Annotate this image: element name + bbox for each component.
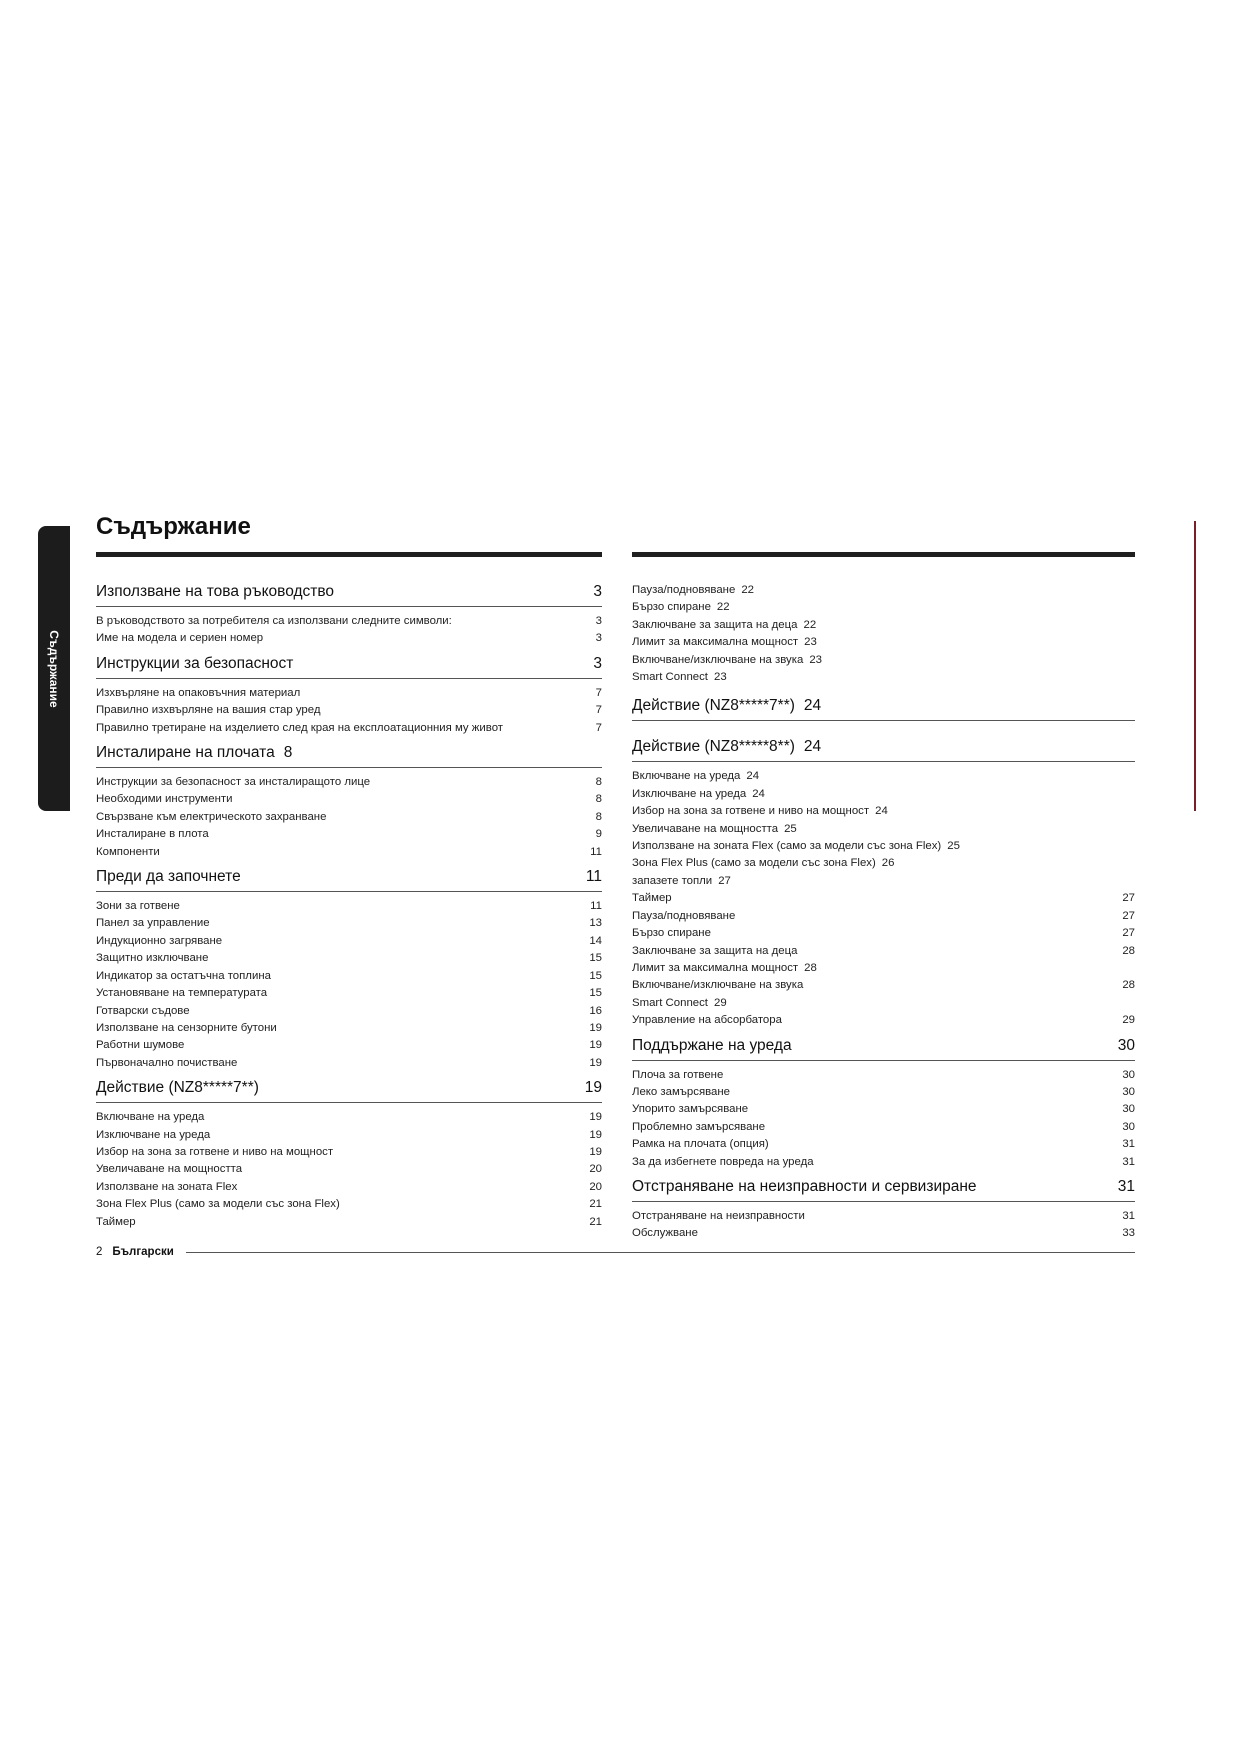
toc-entry[interactable] bbox=[632, 925, 1135, 942]
toc-entry-page: 19 bbox=[589, 1021, 602, 1034]
toc-entry-label: Пауза/подновяване bbox=[632, 584, 736, 596]
toc-entry[interactable] bbox=[96, 685, 602, 702]
toc-entry[interactable] bbox=[632, 890, 1135, 907]
section-spacer bbox=[632, 686, 1135, 696]
toc-section bbox=[96, 1078, 602, 1231]
toc-entry-label: Правилно третиране на изделието след края на експлоатационния му живот bbox=[96, 721, 504, 734]
toc-section-title: Поддържане на уреда bbox=[632, 1036, 792, 1054]
toc-entry-page: 15 bbox=[589, 952, 602, 965]
toc-entry-label: Използване на сензорните бутони bbox=[96, 1021, 277, 1034]
toc-entry[interactable] bbox=[632, 1154, 1135, 1171]
toc-left-column bbox=[96, 552, 602, 1237]
toc-section-heading[interactable] bbox=[96, 1078, 602, 1103]
toc-entry[interactable] bbox=[632, 1119, 1135, 1136]
toc-entry[interactable] bbox=[96, 950, 602, 967]
toc-entry-page: 20 bbox=[589, 1163, 602, 1176]
toc-entry-page: 27 bbox=[1122, 892, 1135, 905]
toc-entry[interactable] bbox=[632, 669, 1135, 686]
toc-section-page: 24 bbox=[803, 738, 822, 756]
toc-entry-label: Работни шумове bbox=[96, 1039, 185, 1052]
toc-entry[interactable] bbox=[632, 943, 1135, 960]
footer-rule bbox=[186, 1252, 1135, 1253]
toc-entry-label: Готварски съдове bbox=[96, 1004, 190, 1017]
toc-entry[interactable] bbox=[96, 826, 602, 843]
toc-entry-page: 24 bbox=[746, 770, 760, 783]
toc-entry-page: 31 bbox=[1122, 1155, 1135, 1168]
toc-entry[interactable] bbox=[632, 977, 1135, 994]
footer-language: Български bbox=[112, 1246, 174, 1258]
toc-entry[interactable] bbox=[632, 960, 1135, 977]
toc-entry-page: 13 bbox=[589, 917, 602, 930]
toc-entry[interactable] bbox=[632, 1012, 1135, 1029]
toc-entry[interactable] bbox=[632, 908, 1135, 925]
toc-section-title: Действие (NZ8*****7**) bbox=[96, 1079, 259, 1097]
toc-entry-page: 23 bbox=[804, 636, 817, 649]
left-sections bbox=[96, 582, 602, 1231]
toc-entry-page: 27 bbox=[1122, 927, 1135, 940]
toc-entry[interactable] bbox=[632, 838, 1135, 855]
page-title: Съдържание bbox=[96, 513, 251, 540]
toc-entry-page: 16 bbox=[589, 1004, 602, 1017]
toc-section-heading[interactable] bbox=[632, 696, 1135, 721]
toc-section-title: Отстраняване на неизправности и сервизиране bbox=[632, 1177, 977, 1195]
toc-entry-page: 31 bbox=[1122, 1209, 1135, 1222]
toc-entry[interactable] bbox=[632, 786, 1135, 803]
toc-entry-page: 30 bbox=[1122, 1120, 1135, 1133]
toc-entry-page: 21 bbox=[589, 1215, 602, 1228]
toc-entry-label: Изключване на уреда bbox=[632, 787, 747, 800]
toc-entry[interactable] bbox=[632, 617, 1135, 634]
toc-entry[interactable] bbox=[632, 803, 1135, 820]
right-sections bbox=[632, 696, 1135, 1242]
toc-section-title: Инструкции за безопасност bbox=[96, 654, 294, 672]
toc-entry-label: Лимит за максимална мощност bbox=[632, 636, 799, 649]
toc-entry-page: 14 bbox=[589, 934, 602, 947]
toc-entry[interactable] bbox=[96, 613, 602, 630]
toc-entry-page: 7 bbox=[595, 704, 602, 717]
toc-entry[interactable] bbox=[96, 1214, 602, 1231]
right-edge-marker bbox=[1194, 521, 1196, 811]
toc-entry-label: Заключване за защита на деца bbox=[632, 944, 798, 957]
toc-entry-label: Индикатор за остатъчна топлина bbox=[96, 969, 271, 982]
toc-entry[interactable] bbox=[632, 821, 1135, 838]
toc-entry-page: 24 bbox=[875, 805, 888, 818]
toc-section-heading[interactable] bbox=[632, 737, 1135, 762]
toc-entry-page: 19 bbox=[589, 1039, 602, 1052]
toc-section-title: Използване на това ръководство bbox=[96, 583, 335, 600]
toc-entry-page: 11 bbox=[590, 900, 602, 913]
toc-entry-label: Защитно изключване bbox=[96, 952, 209, 965]
toc-entry-page: 25 bbox=[947, 840, 960, 853]
toc-section-page: 30 bbox=[1117, 1036, 1135, 1054]
toc-entry-label: Необходими инструменти bbox=[96, 793, 233, 806]
toc-entry-page: 7 bbox=[595, 721, 602, 734]
toc-section-page: 24 bbox=[803, 697, 822, 715]
toc-entry[interactable] bbox=[96, 791, 602, 808]
toc-entry-label: запазете топли bbox=[632, 874, 713, 887]
toc-entry[interactable] bbox=[96, 809, 602, 826]
toc-entry-page: 28 bbox=[1122, 979, 1135, 992]
toc-section bbox=[96, 654, 602, 737]
section-spacer bbox=[632, 727, 1135, 731]
toc-entry-label: Таймер bbox=[632, 892, 672, 905]
toc-entry-page: 26 bbox=[881, 857, 895, 870]
toc-entry-page: 15 bbox=[589, 969, 602, 982]
toc-entry[interactable] bbox=[96, 630, 602, 647]
toc-entry-label: Включване/изключване на звука bbox=[632, 979, 804, 992]
toc-entry-page: 22 bbox=[741, 584, 754, 596]
toc-entry-label: В ръководството за потребителя са използвани следните символи: bbox=[96, 615, 452, 627]
toc-entry-label: Компоненти bbox=[96, 845, 160, 858]
toc-entry[interactable] bbox=[632, 582, 1135, 599]
toc-entry-label: Рамка на плочата (опция) bbox=[632, 1138, 769, 1151]
toc-entry-page: 27 bbox=[1122, 909, 1135, 922]
toc-entry-page: 28 bbox=[1122, 944, 1135, 957]
toc-entry-label: Отстраняване на неизправности bbox=[632, 1209, 805, 1222]
toc-entry-label: Лимит за максимална мощност bbox=[632, 961, 799, 974]
toc-entry-page: 3 bbox=[595, 615, 602, 627]
toc-entry-label: Зона Flex Plus (само за модели със зона Flex) bbox=[96, 1198, 340, 1211]
toc-entry-label: Инсталиране в плота bbox=[96, 828, 209, 841]
toc-entry-label: Заключване за защита на деца bbox=[632, 618, 798, 631]
side-tab[interactable] bbox=[38, 526, 70, 811]
toc-entry-label: Включване/изключване на звука bbox=[632, 653, 804, 666]
toc-entry[interactable] bbox=[96, 720, 602, 737]
toc-entry[interactable] bbox=[632, 1208, 1135, 1225]
toc-entry[interactable] bbox=[96, 774, 602, 791]
toc-entry[interactable] bbox=[96, 1003, 602, 1020]
toc-entry-page: 9 bbox=[595, 828, 602, 841]
toc-entry-page: 33 bbox=[1122, 1227, 1135, 1240]
toc-section bbox=[632, 1177, 1135, 1243]
toc-entry[interactable] bbox=[96, 898, 602, 915]
toc-entry-label: Увеличаване на мощността bbox=[632, 822, 779, 835]
toc-entry-page: 24 bbox=[752, 787, 765, 800]
toc-entry-page: 19 bbox=[589, 1111, 602, 1124]
toc-section-title: Действие (NZ8*****7**) bbox=[632, 697, 795, 715]
toc-entry-label: Включване на уреда bbox=[96, 1111, 205, 1124]
toc-entry[interactable] bbox=[96, 1144, 602, 1161]
toc-entry-page: 11 bbox=[590, 845, 602, 858]
toc-entry-page: 31 bbox=[1122, 1138, 1135, 1151]
toc-entry-label: Панел за управление bbox=[96, 917, 210, 930]
toc-entry[interactable] bbox=[96, 1055, 602, 1072]
toc-entry[interactable] bbox=[632, 1136, 1135, 1153]
toc-section-page: 3 bbox=[593, 583, 602, 600]
toc-entry-page: 19 bbox=[589, 1128, 602, 1141]
toc-entry-label: Използване на зоната Flex (само за модели със зона Flex) bbox=[632, 840, 942, 853]
toc-entry[interactable] bbox=[632, 855, 1135, 872]
toc-section-page: 31 bbox=[1117, 1177, 1135, 1195]
toc-section-title: Инсталиране на плочата bbox=[96, 744, 275, 762]
toc-entry-label: Таймер bbox=[96, 1215, 136, 1228]
toc-entry[interactable] bbox=[632, 634, 1135, 651]
toc-entry[interactable] bbox=[96, 1037, 602, 1054]
toc-entry-label: Правилно изхвърляне на вашия стар уред bbox=[96, 704, 321, 717]
toc-entry-page: 25 bbox=[784, 822, 797, 835]
toc-entry[interactable] bbox=[96, 1179, 602, 1196]
toc-entry-label: Проблемно замърсяване bbox=[632, 1120, 766, 1133]
toc-entry-page: 22 bbox=[716, 601, 730, 614]
toc-entry-page: 20 bbox=[589, 1180, 602, 1193]
toc-entry-page: 28 bbox=[804, 961, 817, 974]
toc-entry-page: 7 bbox=[595, 686, 602, 699]
toc-section bbox=[96, 867, 602, 1072]
toc-entry-page: 8 bbox=[595, 776, 602, 789]
toc-entry[interactable] bbox=[96, 1020, 602, 1037]
toc-entry[interactable] bbox=[632, 873, 1135, 890]
toc-section-heading[interactable] bbox=[96, 654, 602, 679]
toc-section-page: 8 bbox=[283, 744, 293, 762]
toc-entry[interactable] bbox=[632, 599, 1135, 616]
toc-entry-label: За да избегнете повреда на уреда bbox=[632, 1155, 814, 1168]
toc-entry-label: Избор на зона за готвене и ниво на мощност bbox=[96, 1145, 334, 1158]
toc-entry[interactable] bbox=[96, 985, 602, 1002]
toc-entry-label: Леко замърсяване bbox=[632, 1085, 731, 1098]
toc-entry-label: Smart Connect bbox=[632, 996, 708, 1009]
toc-entry-label: Бързо спиране bbox=[632, 601, 711, 614]
toc-entry[interactable] bbox=[96, 702, 602, 719]
toc-entry-label: Установяване на температурата bbox=[96, 987, 268, 1000]
toc-section-heading[interactable] bbox=[96, 867, 602, 892]
toc-entry-page: 22 bbox=[803, 618, 817, 631]
toc-entry-label: Включване на уреда bbox=[632, 770, 741, 783]
toc-section bbox=[96, 743, 602, 861]
toc-section-page: 3 bbox=[593, 654, 602, 672]
toc-entry-label: Упорито замърсяване bbox=[632, 1103, 749, 1116]
toc-section-title: Действие (NZ8*****8**) bbox=[632, 738, 795, 756]
toc-entry-label: Индукционно загряване bbox=[96, 934, 223, 947]
toc-entry-page: 30 bbox=[1122, 1103, 1135, 1116]
column-top-rule bbox=[96, 552, 602, 557]
toc-entry[interactable] bbox=[632, 1101, 1135, 1118]
toc-entry[interactable] bbox=[96, 1196, 602, 1213]
toc-entry-page: 21 bbox=[589, 1198, 602, 1211]
toc-section bbox=[632, 737, 1135, 1029]
toc-entry-page: 30 bbox=[1122, 1085, 1135, 1098]
toc-entry-page: 27 bbox=[718, 874, 731, 887]
side-tab-label: Съдържание bbox=[47, 629, 61, 708]
footer-page-number: 2 bbox=[96, 1246, 103, 1258]
toc-entry[interactable] bbox=[632, 995, 1135, 1012]
column-top-rule bbox=[632, 552, 1135, 557]
toc-entry[interactable] bbox=[96, 968, 602, 985]
toc-entry-page: 8 bbox=[595, 793, 602, 806]
right-leading-entries bbox=[632, 582, 1135, 696]
toc-entry-label: Управление на абсорбатора bbox=[632, 1014, 782, 1027]
toc-section bbox=[632, 1036, 1135, 1171]
toc-entry-label: Свързване към електрическото захранване bbox=[96, 810, 327, 823]
toc-entry-page: 15 bbox=[589, 987, 602, 1000]
toc-entry-label: Увеличаване на мощността bbox=[96, 1163, 243, 1176]
toc-right-column bbox=[632, 552, 1135, 1249]
toc-entry-label: Бързо спиране bbox=[632, 927, 711, 940]
toc-section-heading[interactable] bbox=[96, 743, 602, 768]
toc-section-page: 11 bbox=[585, 868, 602, 886]
toc-entry[interactable] bbox=[632, 1084, 1135, 1101]
toc-entry[interactable] bbox=[96, 844, 602, 861]
toc-entry[interactable] bbox=[96, 933, 602, 950]
toc-entry-label: Използване на зоната Flex bbox=[96, 1180, 238, 1193]
toc-entry-page: 23 bbox=[809, 653, 822, 666]
toc-entry[interactable] bbox=[632, 768, 1135, 785]
toc-section bbox=[96, 582, 602, 648]
toc-entry-page: 23 bbox=[713, 671, 727, 684]
toc-entry-page: 30 bbox=[1122, 1068, 1135, 1081]
toc-entry-label: Име на модела и сериен номер bbox=[96, 632, 264, 645]
toc-entry-label: Изхвърляне на опаковъчния материал bbox=[96, 686, 301, 699]
toc-entry[interactable] bbox=[632, 1225, 1135, 1242]
toc-section-heading[interactable] bbox=[632, 1036, 1135, 1061]
toc-section-title: Преди да започнете bbox=[96, 868, 241, 886]
toc-entry-page: 19 bbox=[589, 1056, 602, 1069]
toc-entry[interactable] bbox=[96, 915, 602, 932]
toc-entry[interactable] bbox=[96, 1127, 602, 1144]
toc-entry-label: Първоначално почистване bbox=[96, 1056, 238, 1069]
toc-entry-label: Инструкции за безопасност за инсталиращото лице bbox=[96, 776, 371, 789]
toc-entry-label: Зони за готвене bbox=[96, 900, 180, 913]
toc-section-heading[interactable] bbox=[632, 1177, 1135, 1202]
toc-entry-page: 29 bbox=[1122, 1014, 1135, 1027]
toc-entry[interactable] bbox=[632, 1067, 1135, 1084]
toc-section bbox=[632, 696, 1135, 731]
toc-entry[interactable] bbox=[96, 1161, 602, 1178]
toc-entry-label: Обслужване bbox=[632, 1227, 698, 1240]
toc-entry-label: Зона Flex Plus (само за модели със зона Flex) bbox=[632, 857, 876, 870]
toc-entry-page: 8 bbox=[595, 810, 602, 823]
toc-section-heading[interactable] bbox=[96, 582, 602, 607]
toc-entry-label: Пауза/подновяване bbox=[632, 909, 736, 922]
toc-entry-label: Плоча за готвене bbox=[632, 1068, 724, 1081]
toc-section-page: 19 bbox=[584, 1079, 602, 1097]
toc-entry[interactable] bbox=[96, 1109, 602, 1126]
toc-entry-label: Smart Connect bbox=[632, 671, 708, 684]
toc-entry-page: 29 bbox=[713, 996, 727, 1009]
page-footer bbox=[96, 1246, 1135, 1258]
toc-entry-label: Изключване на уреда bbox=[96, 1128, 211, 1141]
toc-entry[interactable] bbox=[632, 652, 1135, 669]
toc-entry-page: 19 bbox=[589, 1145, 602, 1158]
toc-entry-page: 3 bbox=[595, 632, 602, 645]
toc-entry-label: Избор на зона за готвене и ниво на мощност bbox=[632, 805, 870, 818]
